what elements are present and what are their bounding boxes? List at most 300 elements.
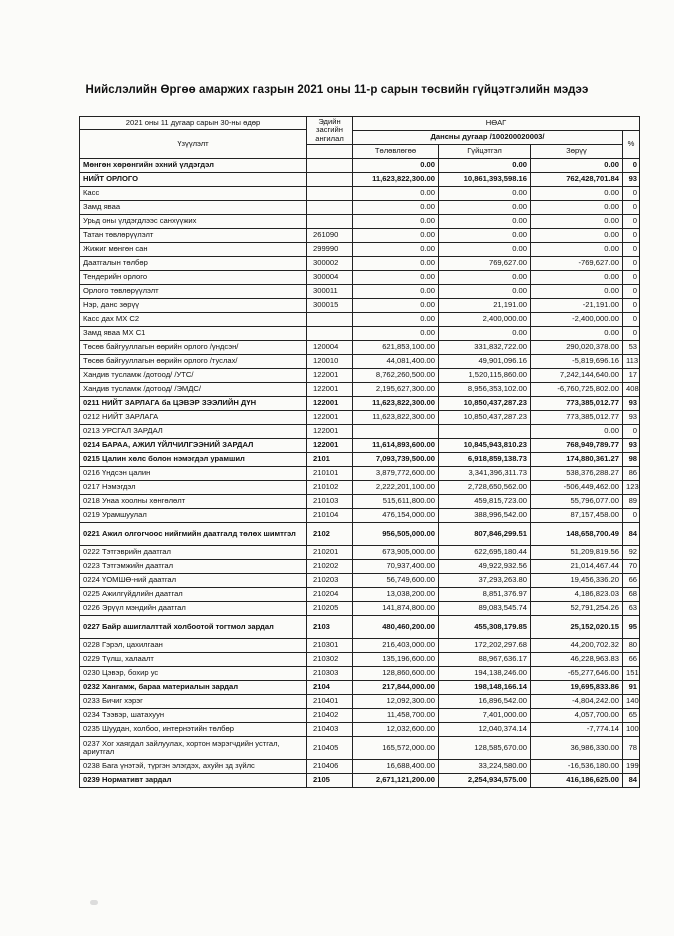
row-diff: 55,796,077.00 — [531, 495, 623, 509]
row-name: 0215 Цалин хөлс болон нэмэгдэл урамшил — [80, 453, 307, 467]
row-actual: 0.00 — [439, 201, 531, 215]
row-plan: 135,196,600.00 — [353, 653, 439, 667]
row-plan: 0.00 — [353, 257, 439, 271]
row-code: 210401 — [307, 695, 353, 709]
row-plan: 11,623,822,300.00 — [353, 411, 439, 425]
row-diff: 19,456,336.20 — [531, 574, 623, 588]
table-row — [80, 453, 640, 467]
row-plan: 141,874,800.00 — [353, 602, 439, 616]
row-diff: 416,186,625.00 — [531, 774, 623, 788]
row-percent: 0 — [623, 187, 640, 201]
row-code: 120010 — [307, 355, 353, 369]
table-row — [80, 439, 640, 453]
row-diff: 46,228,963.83 — [531, 653, 623, 667]
row-plan: 44,081,400.00 — [353, 355, 439, 369]
account-header: Дансны дугаар /100200020003/ — [353, 131, 623, 145]
row-actual: 194,138,246.00 — [439, 667, 531, 681]
row-actual: 10,850,437,287.23 — [439, 397, 531, 411]
row-name: Урьд оны үлдэгдлээс санхүүжих — [80, 215, 307, 229]
row-diff: 148,658,700.49 — [531, 523, 623, 546]
table-row — [80, 243, 640, 257]
row-percent: 63 — [623, 602, 640, 616]
table-row — [80, 653, 640, 667]
row-code — [307, 215, 353, 229]
row-name: 0218 Унаа хоолны хөнгөлөлт — [80, 495, 307, 509]
row-code: 2102 — [307, 523, 353, 546]
row-name: Төсөв байгууллагын өөрийн орлого /туслах/ — [80, 355, 307, 369]
row-plan: 0.00 — [353, 243, 439, 257]
row-plan: 70,937,400.00 — [353, 560, 439, 574]
row-diff: 538,376,288.27 — [531, 467, 623, 481]
row-actual: 8,956,353,102.00 — [439, 383, 531, 397]
percent-header: % — [623, 131, 640, 159]
row-diff: -769,627.00 — [531, 257, 623, 271]
row-percent: 0 — [623, 327, 640, 341]
row-diff: 0.00 — [531, 285, 623, 299]
row-percent: 98 — [623, 453, 640, 467]
row-name: Татан төвлөрүүлэлт — [80, 229, 307, 243]
row-name: Касс — [80, 187, 307, 201]
scan-speck — [90, 900, 98, 905]
row-code: 261090 — [307, 229, 353, 243]
row-name: Замд яваа МХ С1 — [80, 327, 307, 341]
row-actual: 49,901,096.16 — [439, 355, 531, 369]
row-plan: 2,195,627,300.00 — [353, 383, 439, 397]
row-diff: 4,057,700.00 — [531, 709, 623, 723]
date-header: 2021 оны 11 дугаар сарын 30-ны өдөр — [80, 117, 307, 130]
row-actual: 33,224,580.00 — [439, 760, 531, 774]
row-code: 2101 — [307, 453, 353, 467]
row-actual: 455,308,179.85 — [439, 616, 531, 639]
row-percent: 70 — [623, 560, 640, 574]
row-name: 0214 БАРАА, АЖИЛ ҮЙЛЧИЛГЭЭНИЙ ЗАРДАЛ — [80, 439, 307, 453]
row-plan: 621,853,100.00 — [353, 341, 439, 355]
row-diff: 0.00 — [531, 187, 623, 201]
row-diff: 87,157,458.00 — [531, 509, 623, 523]
row-diff: 0.00 — [531, 159, 623, 173]
row-name: 0237 Хог хаягдал зайлуулах, хортон мэрэгчдийн устгал, ариутгал — [80, 737, 307, 760]
row-actual: 331,832,722.00 — [439, 341, 531, 355]
table-row — [80, 187, 640, 201]
row-percent: 0 — [623, 243, 640, 257]
row-actual: 7,401,000.00 — [439, 709, 531, 723]
row-diff: -5,819,696.16 — [531, 355, 623, 369]
row-diff: 21,014,467.44 — [531, 560, 623, 574]
row-name: 0229 Түлш, халаалт — [80, 653, 307, 667]
row-plan: 0.00 — [353, 299, 439, 313]
table-row — [80, 760, 640, 774]
row-name: 0222 Тэтгэврийн даатгал — [80, 546, 307, 560]
row-code: 210302 — [307, 653, 353, 667]
table-row — [80, 737, 640, 760]
row-code: 210204 — [307, 588, 353, 602]
indicator-header: Үзүүлэлт — [80, 130, 307, 159]
row-actual: 3,341,396,311.73 — [439, 467, 531, 481]
table-row — [80, 560, 640, 574]
row-diff: -16,536,180.00 — [531, 760, 623, 774]
row-code: 210303 — [307, 667, 353, 681]
row-name: 0213 УРСГАЛ ЗАРДАЛ — [80, 425, 307, 439]
table-row — [80, 425, 640, 439]
row-plan: 12,092,300.00 — [353, 695, 439, 709]
row-name: 0228 Гэрэл, цахилгаан — [80, 639, 307, 653]
row-plan: 128,860,600.00 — [353, 667, 439, 681]
row-percent: 199 — [623, 760, 640, 774]
row-code: 300004 — [307, 271, 353, 285]
row-actual: 8,851,376.97 — [439, 588, 531, 602]
row-name: Жижиг мөнгөн сан — [80, 243, 307, 257]
row-name: Нэр, данс зөрүү — [80, 299, 307, 313]
row-name: Замд яваа — [80, 201, 307, 215]
row-diff: 768,949,789.77 — [531, 439, 623, 453]
row-plan: 11,614,893,600.00 — [353, 439, 439, 453]
row-actual: 0.00 — [439, 187, 531, 201]
row-percent: 113 — [623, 355, 640, 369]
table-row — [80, 355, 640, 369]
row-plan: 3,879,772,600.00 — [353, 467, 439, 481]
table-row — [80, 159, 640, 173]
row-name: 0234 Тээвэр, шатахуун — [80, 709, 307, 723]
table-row — [80, 588, 640, 602]
row-percent: 0 — [623, 271, 640, 285]
row-code: 122001 — [307, 411, 353, 425]
row-diff: 174,880,361.27 — [531, 453, 623, 467]
row-diff: 0.00 — [531, 229, 623, 243]
row-actual: 769,627.00 — [439, 257, 531, 271]
table-row — [80, 313, 640, 327]
table-row — [80, 215, 640, 229]
row-name: 0232 Хангамж, бараа материалын зардал — [80, 681, 307, 695]
row-name: 0226 Эрүүл мэндийн даатгал — [80, 602, 307, 616]
row-actual: 0.00 — [439, 285, 531, 299]
row-plan: 476,154,000.00 — [353, 509, 439, 523]
row-percent: 17 — [623, 369, 640, 383]
page-title: Нийслэлийн Өргөө амаржих газрын 2021 оны 11-р сарын төсвийн гүйцэтгэлийн мэдээ — [85, 84, 589, 96]
row-percent: 68 — [623, 588, 640, 602]
row-code: 2104 — [307, 681, 353, 695]
row-code: 300015 — [307, 299, 353, 313]
row-actual: 2,400,000.00 — [439, 313, 531, 327]
row-name: 0238 Бага үнэтэй, түргэн элэгдэх, ахуйн зд зүйлс — [80, 760, 307, 774]
row-actual: 2,254,934,575.00 — [439, 774, 531, 788]
row-code: 210301 — [307, 639, 353, 653]
row-actual: 12,040,374.14 — [439, 723, 531, 737]
diff-header: Зөрүү — [531, 145, 623, 159]
row-code: 210103 — [307, 495, 353, 509]
row-actual: 89,083,545.74 — [439, 602, 531, 616]
row-percent: 0 — [623, 425, 640, 439]
report-rows — [80, 159, 640, 788]
row-actual: 10,845,943,810.23 — [439, 439, 531, 453]
row-code: 299990 — [307, 243, 353, 257]
row-percent: 91 — [623, 681, 640, 695]
row-diff: 0.00 — [531, 215, 623, 229]
row-actual: 128,585,670.00 — [439, 737, 531, 760]
table-row — [80, 271, 640, 285]
row-name: НИЙТ ОРЛОГО — [80, 173, 307, 187]
row-diff: -7,774.14 — [531, 723, 623, 737]
row-percent: 89 — [623, 495, 640, 509]
row-percent: 123 — [623, 481, 640, 495]
row-code: 122001 — [307, 397, 353, 411]
row-diff: -21,191.00 — [531, 299, 623, 313]
row-code: 120004 — [307, 341, 353, 355]
row-code: 300002 — [307, 257, 353, 271]
row-actual: 49,922,932.56 — [439, 560, 531, 574]
row-code: 2103 — [307, 616, 353, 639]
code-header: Эдийн засгийн ангилал — [307, 117, 353, 145]
row-percent: 80 — [623, 639, 640, 653]
actual-header: Гүйцэтгэл — [439, 145, 531, 159]
row-diff: 773,385,012.77 — [531, 411, 623, 425]
row-code: 210101 — [307, 467, 353, 481]
row-percent: 86 — [623, 467, 640, 481]
row-code: 2105 — [307, 774, 353, 788]
row-diff: 7,242,144,640.00 — [531, 369, 623, 383]
row-plan: 0.00 — [353, 229, 439, 243]
row-actual: 459,815,723.00 — [439, 495, 531, 509]
row-plan: 0.00 — [353, 313, 439, 327]
row-code: 122001 — [307, 369, 353, 383]
row-percent: 84 — [623, 774, 640, 788]
row-plan: 13,038,200.00 — [353, 588, 439, 602]
row-plan: 0.00 — [353, 327, 439, 341]
row-diff: 0.00 — [531, 201, 623, 215]
table-row — [80, 723, 640, 737]
row-plan: 11,458,700.00 — [353, 709, 439, 723]
row-percent: 0 — [623, 509, 640, 523]
row-plan: 165,572,000.00 — [353, 737, 439, 760]
table-row — [80, 285, 640, 299]
table-row — [80, 616, 640, 639]
row-name: Хандив тусламж /дотоод/ /УТС/ — [80, 369, 307, 383]
row-diff: 0.00 — [531, 243, 623, 257]
row-actual: 2,728,650,562.00 — [439, 481, 531, 495]
code-header-cont — [307, 145, 353, 159]
row-name: 0216 Үндсэн цалин — [80, 467, 307, 481]
row-diff: 0.00 — [531, 327, 623, 341]
row-plan: 673,905,000.00 — [353, 546, 439, 560]
row-actual: 198,148,166.14 — [439, 681, 531, 695]
row-name: Хандив тусламж /дотоод/ /ЭМДС/ — [80, 383, 307, 397]
row-percent: 0 — [623, 215, 640, 229]
table-row — [80, 327, 640, 341]
row-code: 210205 — [307, 602, 353, 616]
row-actual: 0.00 — [439, 215, 531, 229]
row-actual: 37,293,263.80 — [439, 574, 531, 588]
row-code: 210201 — [307, 546, 353, 560]
row-name: Даатгалын төлбөр — [80, 257, 307, 271]
row-code: 210203 — [307, 574, 353, 588]
row-actual: 21,191.00 — [439, 299, 531, 313]
row-plan: 2,222,201,100.00 — [353, 481, 439, 495]
row-plan: 0.00 — [353, 201, 439, 215]
row-name: 0233 Бичиг хэрэг — [80, 695, 307, 709]
row-code: 210202 — [307, 560, 353, 574]
row-code: 300011 — [307, 285, 353, 299]
table-row — [80, 523, 640, 546]
row-name: 0223 Тэтгэмжийн даатгал — [80, 560, 307, 574]
row-name: 0219 Урамшуулал — [80, 509, 307, 523]
row-percent: 0 — [623, 257, 640, 271]
row-code: 122001 — [307, 425, 353, 439]
row-diff: 19,695,833.86 — [531, 681, 623, 695]
row-code: 210104 — [307, 509, 353, 523]
row-code: 210403 — [307, 723, 353, 737]
row-code: 210102 — [307, 481, 353, 495]
table-row — [80, 481, 640, 495]
row-diff: 4,186,823.03 — [531, 588, 623, 602]
table-row — [80, 467, 640, 481]
table-row — [80, 173, 640, 187]
row-plan: 56,749,600.00 — [353, 574, 439, 588]
row-code: 210402 — [307, 709, 353, 723]
row-name: 0221 Ажил олгогчоос нийгмийн даатгалд төлөх шимтгэл — [80, 523, 307, 546]
row-code: 122001 — [307, 439, 353, 453]
row-percent: 78 — [623, 737, 640, 760]
row-actual: 0.00 — [439, 327, 531, 341]
row-name: 0217 Нэмэгдэл — [80, 481, 307, 495]
row-diff: 44,200,702.32 — [531, 639, 623, 653]
table-row — [80, 369, 640, 383]
table-row — [80, 341, 640, 355]
row-code: 122001 — [307, 383, 353, 397]
row-plan: 12,032,600.00 — [353, 723, 439, 737]
plan-header: Төлөвлөгөө — [353, 145, 439, 159]
row-name: Мөнгөн хөрөнгийн эхний үлдэгдэл — [80, 159, 307, 173]
row-name: Тендерийн орлого — [80, 271, 307, 285]
row-code — [307, 173, 353, 187]
row-plan: 217,844,000.00 — [353, 681, 439, 695]
table-row — [80, 774, 640, 788]
row-diff: -4,804,242.00 — [531, 695, 623, 709]
table-row — [80, 383, 640, 397]
row-plan: 0.00 — [353, 271, 439, 285]
row-code: 210406 — [307, 760, 353, 774]
row-actual: 6,918,859,138.73 — [439, 453, 531, 467]
row-plan: 0.00 — [353, 285, 439, 299]
row-percent: 151 — [623, 667, 640, 681]
row-diff: 290,020,378.00 — [531, 341, 623, 355]
row-percent: 93 — [623, 173, 640, 187]
row-percent: 408 — [623, 383, 640, 397]
row-percent: 66 — [623, 574, 640, 588]
row-name: Орлого төвлөрүүлэлт — [80, 285, 307, 299]
row-code: 210405 — [307, 737, 353, 760]
row-diff: -2,400,000.00 — [531, 313, 623, 327]
row-percent: 95 — [623, 616, 640, 639]
row-diff: 51,209,819.56 — [531, 546, 623, 560]
row-percent: 140 — [623, 695, 640, 709]
row-plan: 8,762,260,500.00 — [353, 369, 439, 383]
row-percent: 0 — [623, 313, 640, 327]
table-row — [80, 299, 640, 313]
row-percent: 0 — [623, 285, 640, 299]
row-percent: 93 — [623, 439, 640, 453]
row-percent: 0 — [623, 159, 640, 173]
row-plan: 0.00 — [353, 187, 439, 201]
row-actual: 0.00 — [439, 271, 531, 285]
row-diff: 36,986,330.00 — [531, 737, 623, 760]
row-code — [307, 187, 353, 201]
row-plan: 16,688,400.00 — [353, 760, 439, 774]
row-percent: 66 — [623, 653, 640, 667]
row-actual: 1,520,115,860.00 — [439, 369, 531, 383]
row-percent: 0 — [623, 229, 640, 243]
table-row — [80, 546, 640, 560]
table-row — [80, 574, 640, 588]
row-actual: 807,846,299.51 — [439, 523, 531, 546]
row-name: Касс дах МХ С2 — [80, 313, 307, 327]
table-row — [80, 602, 640, 616]
header-row-1 — [80, 117, 640, 130]
table-row — [80, 201, 640, 215]
row-plan: 515,611,800.00 — [353, 495, 439, 509]
row-plan: 216,403,000.00 — [353, 639, 439, 653]
table-row — [80, 495, 640, 509]
row-diff: 0.00 — [531, 425, 623, 439]
table-row — [80, 709, 640, 723]
row-actual: 0.00 — [439, 243, 531, 257]
table-row — [80, 695, 640, 709]
row-percent: 93 — [623, 397, 640, 411]
row-plan: 480,460,200.00 — [353, 616, 439, 639]
row-name: 0225 Ажилгүйдлийн даатгал — [80, 588, 307, 602]
row-diff: 25,152,020.15 — [531, 616, 623, 639]
row-diff: 0.00 — [531, 271, 623, 285]
row-percent: 84 — [623, 523, 640, 546]
table-row — [80, 257, 640, 271]
row-plan: 11,623,822,300.00 — [353, 173, 439, 187]
row-code — [307, 313, 353, 327]
row-diff: 773,385,012.77 — [531, 397, 623, 411]
row-diff: 762,428,701.84 — [531, 173, 623, 187]
table-row — [80, 681, 640, 695]
row-actual — [439, 425, 531, 439]
row-diff: 52,791,254.26 — [531, 602, 623, 616]
row-actual: 10,861,393,598.16 — [439, 173, 531, 187]
row-actual: 88,967,636.17 — [439, 653, 531, 667]
row-actual: 16,896,542.00 — [439, 695, 531, 709]
row-actual: 172,202,297.68 — [439, 639, 531, 653]
row-actual: 622,695,180.44 — [439, 546, 531, 560]
budget-report-table — [79, 116, 640, 788]
row-name: 0235 Шуудан, холбоо, интернэтийн төлбөр — [80, 723, 307, 737]
row-plan: 0.00 — [353, 159, 439, 173]
row-percent: 0 — [623, 299, 640, 313]
row-name: Төсөв байгууллагын өөрийн орлого /үндсэн/ — [80, 341, 307, 355]
row-percent: 0 — [623, 201, 640, 215]
org-header: НӨАГ — [353, 117, 640, 131]
row-actual: 0.00 — [439, 229, 531, 243]
row-diff: -65,277,646.00 — [531, 667, 623, 681]
row-actual: 10,850,437,287.23 — [439, 411, 531, 425]
table-row — [80, 229, 640, 243]
row-plan: 956,505,000.00 — [353, 523, 439, 546]
table-row — [80, 509, 640, 523]
row-plan — [353, 425, 439, 439]
row-actual: 0.00 — [439, 159, 531, 173]
row-code — [307, 201, 353, 215]
table-row — [80, 667, 640, 681]
row-percent: 65 — [623, 709, 640, 723]
row-actual: 388,996,542.00 — [439, 509, 531, 523]
row-percent: 100 — [623, 723, 640, 737]
row-diff: -6,760,725,802.00 — [531, 383, 623, 397]
table-row — [80, 411, 640, 425]
row-percent: 53 — [623, 341, 640, 355]
row-diff: -506,449,462.00 — [531, 481, 623, 495]
